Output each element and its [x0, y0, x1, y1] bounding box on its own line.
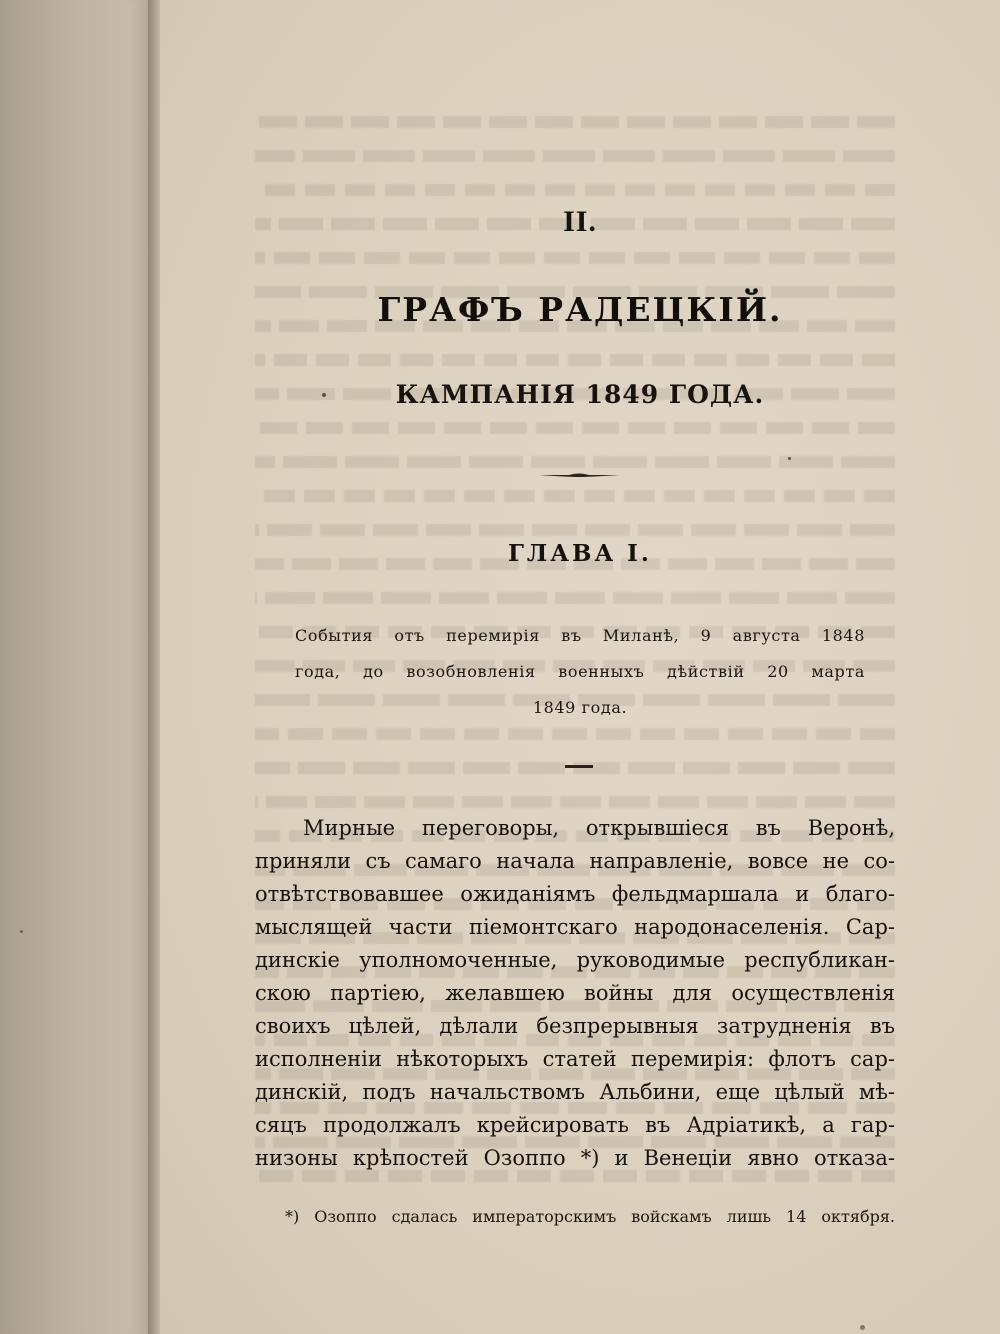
body-line: низоны крѣпостей Озоппо *) и Венеціи явно отказа-	[255, 1146, 895, 1170]
chapter-heading: ГЛАВА I.	[508, 540, 652, 567]
paper-speck	[860, 1325, 865, 1330]
previous-page-edge	[0, 0, 152, 1334]
body-line: сяцъ продолжалъ крейсировать въ Адріатикѣ, а гар-	[255, 1113, 895, 1137]
title-ornament-rule	[539, 472, 619, 478]
body-line: исполненіи нѣкоторыхъ статей перемирія: флотъ сар-	[255, 1047, 895, 1071]
body-line: приняли съ самаго начала направленіе, вовсе не со-	[255, 849, 895, 873]
summary-divider	[565, 765, 593, 768]
paper-speck	[322, 393, 326, 397]
section-subtitle: КАМПАНІЯ 1849 ГОДА.	[395, 380, 765, 409]
paper-speck	[20, 930, 23, 933]
footnote: *) Озоппо сдалась императорскимъ войскамъ лишь 14 октября.	[285, 1207, 895, 1226]
body-line: отвѣтствовавшее ожиданіямъ фельдмаршала и благо-	[255, 882, 895, 906]
body-line: Мирные переговоры, открывшіеся въ Веронѣ,	[303, 816, 895, 840]
book-page	[160, 0, 1000, 1334]
paper-speck	[788, 457, 791, 460]
section-title: ГРАФЪ РАДЕЦКІЙ.	[377, 290, 783, 329]
body-line: скою партіею, желавшею войны для осуществленія	[255, 981, 895, 1005]
body-line: динскіе уполномоченные, руководимые республикан-	[255, 948, 895, 972]
part-number: II.	[563, 205, 597, 238]
body-line: мыслящей части піемонтскаго народонаселенія. Сар-	[255, 915, 895, 939]
summary-line: года, до возобновленія военныхъ дѣйствій 20 марта	[295, 662, 865, 681]
body-line: динскій, подъ начальствомъ Альбини, еще цѣлый мѣ-	[255, 1080, 895, 1104]
summary-line: 1849 года.	[532, 698, 628, 717]
body-paragraph	[255, 812, 895, 1175]
summary-line: События отъ перемирія въ Миланѣ, 9 августа 1848	[295, 626, 865, 645]
body-line: своихъ цѣлей, дѣлали безпрерывныя затрудненія въ	[255, 1014, 895, 1038]
chapter-summary	[295, 618, 865, 726]
